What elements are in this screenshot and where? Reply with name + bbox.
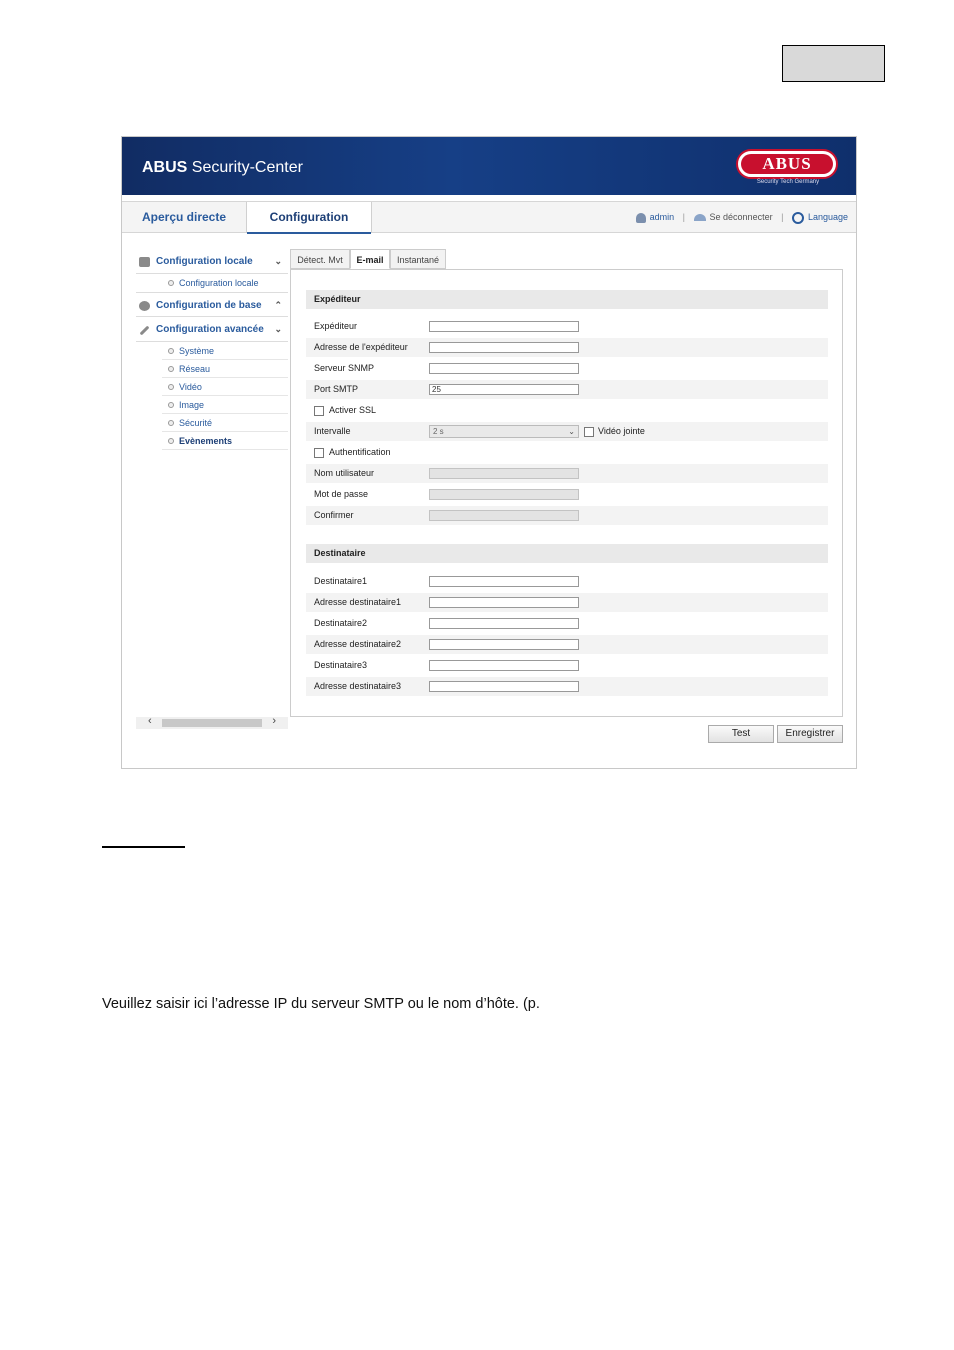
save-button[interactable]: Enregistrer: [777, 725, 843, 743]
logout-icon: [694, 214, 706, 221]
tab-motion-detection[interactable]: Détect. Mvt: [290, 249, 350, 269]
sidebar-item-image[interactable]: Image: [162, 396, 288, 414]
ssl-checkbox[interactable]: [314, 406, 324, 416]
sender-section-title: Expéditeur: [306, 290, 828, 309]
document-caption: Veuillez saisir ici l’adresse IP du serveur SMTP ou le nom d’hôte. (p.: [102, 996, 540, 1012]
interval-select[interactable]: 2 s ⌄: [429, 425, 579, 438]
logo-subtitle: Security Tech Germany: [756, 179, 820, 185]
attach-video-checkbox[interactable]: [584, 427, 594, 437]
globe-icon: [792, 212, 804, 224]
sidebar-section-local-config[interactable]: Configuration locale ⌄: [136, 249, 288, 274]
confirm-input[interactable]: [429, 510, 579, 521]
sidebar-item-security[interactable]: Sécurité: [162, 414, 288, 432]
recipient2-address-row: Adresse destinataire2: [306, 635, 828, 654]
confirm-row: Confirmer: [306, 506, 828, 525]
wrench-icon: [140, 326, 150, 336]
sidebar-scrollbar[interactable]: [136, 717, 288, 729]
password-row: Mot de passe: [306, 485, 828, 504]
smtp-port-row: Port SMTP 25: [306, 380, 828, 399]
sender-address-input[interactable]: [429, 342, 579, 353]
sidebar-item-system[interactable]: Système: [162, 342, 288, 360]
smtp-server-input[interactable]: [429, 363, 579, 374]
app-title: ABUS Security-Center: [142, 159, 303, 176]
scroll-right-icon[interactable]: ›: [272, 715, 276, 727]
scroll-thumb[interactable]: [162, 719, 262, 727]
tab-configuration[interactable]: Configuration: [246, 202, 372, 233]
app-banner: [122, 137, 856, 195]
scroll-left-icon[interactable]: ‹: [148, 715, 152, 727]
recipient1-row: Destinataire1: [306, 572, 828, 591]
recipient1-address-row: Adresse destinataire1: [306, 593, 828, 612]
password-input[interactable]: [429, 489, 579, 500]
smtp-port-input[interactable]: 25: [429, 384, 579, 395]
sidebar-item-local-config[interactable]: Configuration locale: [162, 274, 288, 292]
abus-logo: ABUS: [736, 149, 838, 179]
auth-row: Authentification: [306, 443, 828, 462]
user-icon: [636, 213, 646, 223]
language-link[interactable]: Language: [807, 212, 848, 223]
monitor-icon: [139, 257, 150, 267]
chevron-down-icon: ⌄: [568, 427, 575, 436]
username-row: Nom utilisateur: [306, 464, 828, 483]
screenshot-frame: [121, 136, 857, 769]
sidebar-item-video[interactable]: Vidéo: [162, 378, 288, 396]
auth-checkbox[interactable]: [314, 448, 324, 458]
recipient2-row: Destinataire2: [306, 614, 828, 633]
heading-underline: [102, 846, 185, 848]
interval-row: Intervalle 2 s ⌄ Vidéo jointe: [306, 422, 828, 441]
sender-input[interactable]: [429, 321, 579, 332]
sender-address-row: Adresse de l'expéditeur: [306, 338, 828, 357]
recipient3-address-row: Adresse destinataire3: [306, 677, 828, 696]
chevron-down-icon: ⌄: [274, 256, 282, 266]
sidebar-item-network[interactable]: Réseau: [162, 360, 288, 378]
tab-email[interactable]: E-mail: [350, 249, 390, 269]
top-nav: [122, 201, 856, 233]
recipient2-input[interactable]: [429, 618, 579, 629]
tab-snapshot[interactable]: Instantané: [390, 249, 446, 269]
page-number-box: [782, 45, 885, 82]
test-button[interactable]: Test: [708, 725, 774, 743]
smtp-server-row: Serveur SNMP: [306, 359, 828, 378]
sidebar-section-basic-config[interactable]: Configuration de base ⌃: [136, 292, 288, 317]
recipient3-input[interactable]: [429, 660, 579, 671]
username-input[interactable]: [429, 468, 579, 479]
recipient1-address-input[interactable]: [429, 597, 579, 608]
recipient3-row: Destinataire3: [306, 656, 828, 675]
recipient3-address-input[interactable]: [429, 681, 579, 692]
recipient1-input[interactable]: [429, 576, 579, 587]
chevron-up-icon: ⌃: [274, 300, 282, 310]
user-link[interactable]: admin: [649, 212, 675, 223]
gear-icon: [139, 301, 150, 311]
chevron-down-icon: ⌄: [274, 324, 282, 334]
sidebar-item-events[interactable]: Evènements: [162, 432, 288, 450]
ssl-row: Activer SSL: [306, 401, 828, 420]
recipient-section-title: Destinataire: [306, 544, 828, 563]
sender-row: Expéditeur: [306, 317, 828, 336]
sidebar: [136, 249, 288, 450]
nav-user-area: admin | Se déconnecter | Language: [636, 202, 848, 233]
recipient2-address-input[interactable]: [429, 639, 579, 650]
email-settings-panel: [290, 269, 843, 717]
tab-live-view[interactable]: Aperçu directe: [141, 210, 227, 224]
sidebar-section-advanced-config[interactable]: Configuration avancée ⌄: [136, 317, 288, 342]
logout-link[interactable]: Se déconnecter: [709, 212, 773, 223]
